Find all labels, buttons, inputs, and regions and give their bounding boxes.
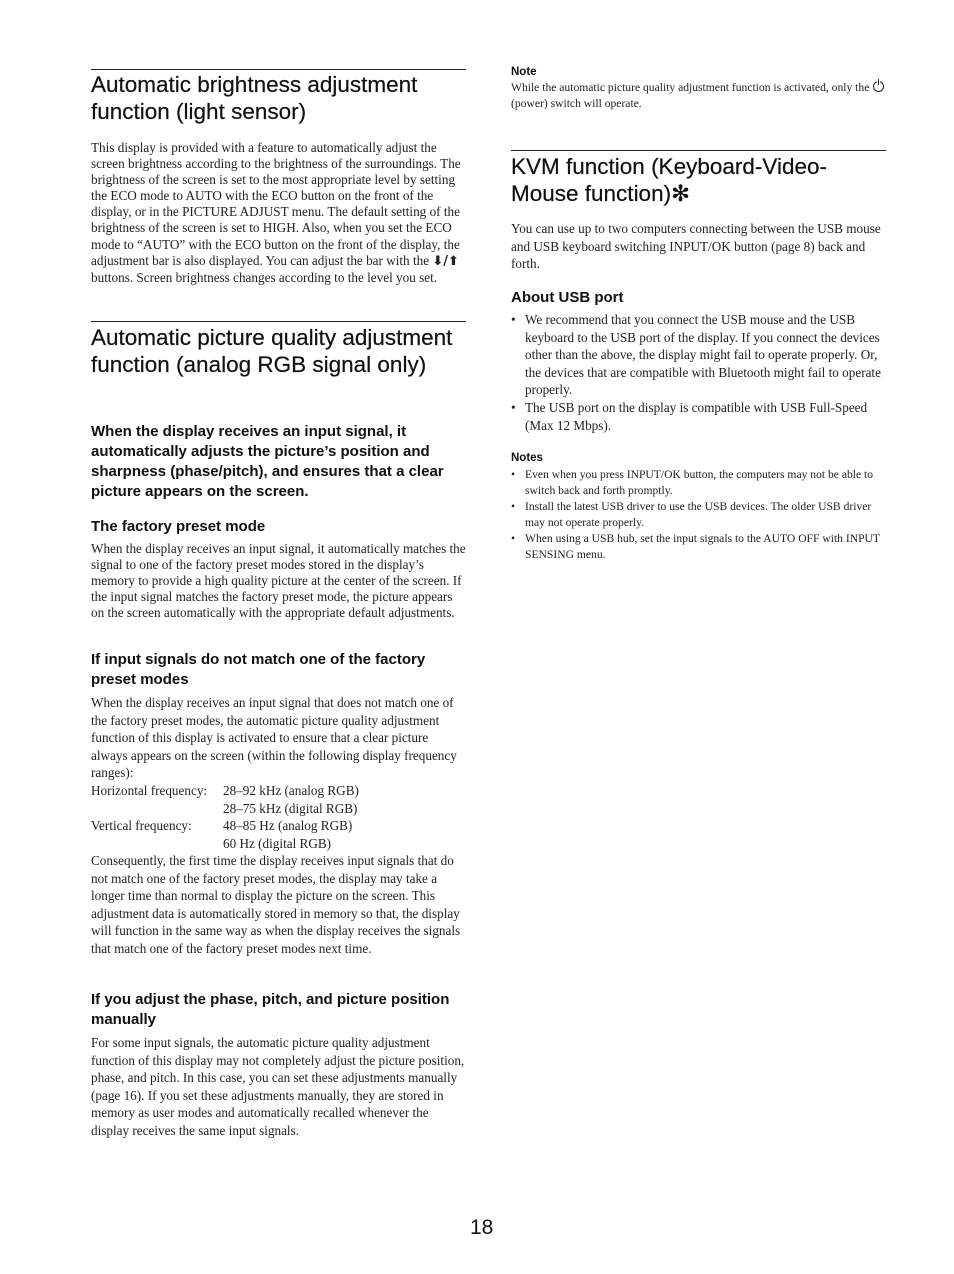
frequency-label: Horizontal frequency: (91, 783, 208, 798)
down-up-arrow-icon: ⬇/⬆ (432, 253, 459, 269)
section-divider (91, 321, 466, 322)
section-divider (91, 69, 466, 70)
frequency-table (91, 782, 359, 852)
heading-brightness: Automatic brightness adjustment function (light sensor) (91, 72, 418, 124)
consequently-paragraph: Consequently, the first time the display receives input signals that do not match one of the factory preset modes, the display may take a longer time than normal to display the picture on the screen. This adjustment data is automatically stored in memory so that, the display will function in the same way as when the display receives the signals that match one of the factory preset modes next time. (91, 853, 461, 956)
frequency-label (91, 835, 223, 853)
note-heading: Note (511, 66, 537, 78)
frequency-row (91, 782, 359, 800)
picture-quality-lead: When the display receives an input signal, it automatically adjusts the picture’s position and sharpness (phase/pitch), and ensures that a clear picture appears on the screen. (91, 423, 444, 500)
page-number: 18 (470, 1216, 494, 1239)
list-item: • Even when you press INPUT/OK button, the computers may not be able to switch back and forth promptly. (511, 468, 874, 497)
frequency-row (91, 835, 359, 853)
frequency-label: Vertical frequency: (91, 818, 192, 834)
list-item: • The USB port on the display is compatible with USB Full-Speed (Max 12 Mbps). (511, 399, 868, 433)
frequency-row (91, 800, 359, 818)
bullet-icon: • (511, 468, 516, 481)
notes-list (511, 467, 886, 563)
list-item: • We recommend that you connect the USB mouse and the USB keyboard to the USB port of the display. If you connect the devices other than the above, the display might fail to operate properly. Or, the devices that are compatible with Bluetooth might fail to operate properly. (511, 312, 881, 398)
frequency-value: 60 Hz (digital RGB) (223, 835, 332, 851)
no-match-paragraph: When the display receives an input signal that does not match one of the factory preset modes, the automatic picture quality adjustment function of this display is activated to ensure that a clear picture always appears on the screen (within the following display frequency ranges): (91, 695, 457, 781)
manual-adjust-paragraph: For some input signals, the automatic picture quality adjustment function of this display may not completely adjust the picture position, phase, and pitch. In this case, you can set these adjustments manually (page 16). If you set these adjustments manually, they are stored in memory as user modes and automatically recalled whenever the display receives the same input signals. (91, 1035, 465, 1138)
list-item: • Install the latest USB driver to use the USB devices. The older USB driver may not operate properly. (511, 500, 872, 529)
bullet-icon: • (511, 399, 516, 415)
heading-kvm: KVM function (Keyboard-Video-Mouse function)✻ (511, 154, 827, 206)
section-divider (511, 150, 886, 151)
frequency-value: 28–92 kHz (analog RGB) (223, 783, 359, 798)
bullet-icon: • (511, 500, 516, 513)
brightness-paragraph: This display is provided with a feature to automatically adjust the screen brightness according to the brightness of the surroundings. The brightness of the screen is set to the most appropriate level by setting the ECO mode to AUTO with the ECO button on the front of the display, or in the PICTURE ADJUST menu. The default setting of the brightness of the screen is set to HIGH. Also, when you set the ECO mode to “AUTO” with the ECO button on the front of the display, the adjustment bar is also displayed. You can adjust the bar with the ⬇/⬆ buttons. Screen brightness changes according to the level you set. (91, 140, 461, 285)
bullet-icon: • (511, 312, 516, 327)
list-item: • When using a USB hub, set the input signals to the AUTO OFF with INPUT SENSING menu. (511, 532, 880, 561)
heading-no-match: If input signals do not match one of the factory preset modes (91, 651, 426, 688)
kvm-paragraph: You can use up to two computers connecting between the USB mouse and USB keyboard switching INPUT/OK button (page 8) back and forth. (511, 221, 881, 272)
heading-factory-preset: The factory preset mode (91, 518, 266, 535)
heading-about-usb: About USB port (511, 289, 624, 306)
frequency-value: 28–75 kHz (digital RGB) (223, 800, 358, 816)
notes-heading: Notes (511, 452, 543, 464)
power-icon (873, 81, 884, 92)
note-text: While the automatic picture quality adjustment function is activated, only the (power) switch will operate. (511, 80, 887, 112)
heading-manual-adjust: If you adjust the phase, pitch, and picture position manually (91, 991, 450, 1028)
frequency-row (91, 817, 359, 835)
factory-preset-paragraph: When the display receives an input signal, it automatically matches the signal to one of the factory preset modes stored in the display’s memory to provide a high quality picture at the center of the screen. If the input signal matches the factory preset mode, the picture appears on the screen automatically with the appropriate default adjustments. (91, 541, 466, 621)
usb-bullet-list (511, 311, 886, 434)
bullet-icon: • (511, 532, 516, 545)
frequency-value: 48–85 Hz (analog RGB) (223, 818, 353, 834)
frequency-label (91, 800, 223, 818)
heading-picture-quality: Automatic picture quality adjustment function (analog RGB signal only) (91, 325, 453, 377)
